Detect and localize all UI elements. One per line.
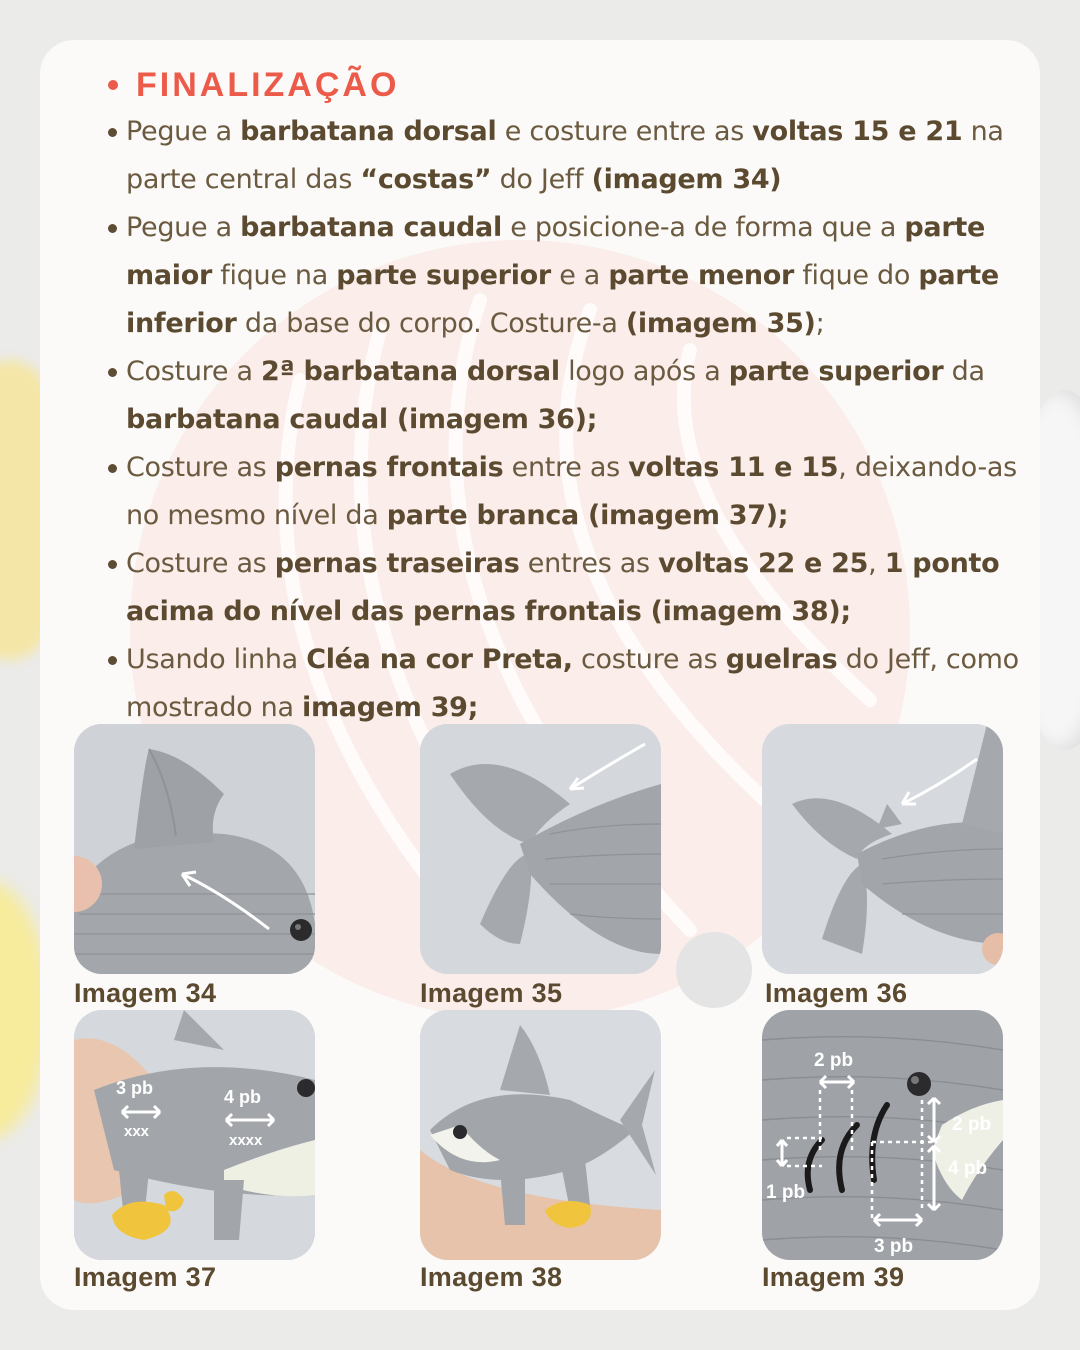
instruction-emphasis: (imagem 34) (591, 164, 782, 195)
label-2pb-top: 2 pb (814, 1050, 854, 1071)
instruction-text: Costure as (126, 452, 275, 483)
instruction-emphasis: 2ª barbatana dorsal (260, 356, 560, 387)
instruction-text: Pegue a (126, 116, 241, 147)
instruction-text: e posicione-a de forma que a (501, 212, 905, 243)
caption-imagem-38: Imagem 38 (420, 1262, 563, 1292)
bullet-dot-icon (108, 560, 117, 569)
instruction-text: e a (550, 260, 609, 291)
instruction-text: da base do corpo. Costure-a (236, 308, 626, 339)
caption-imagem-35: Imagem 35 (420, 978, 563, 1008)
section-heading (108, 64, 399, 106)
instruction-item (126, 540, 1036, 636)
caption-imagem-37: Imagem 37 (74, 1262, 217, 1292)
instruction-emphasis: 1 ponto acima do nível das pernas frontais (imagem 38); (126, 548, 1000, 627)
instruction-emphasis: (imagem 35) (625, 308, 816, 339)
instruction-text: logo após a (559, 356, 729, 387)
photo-imagem-35 (420, 724, 661, 974)
bullet-dot-icon (108, 656, 117, 665)
instruction-item (126, 108, 1036, 204)
instruction-item (126, 444, 1036, 540)
bullet-dot-icon (108, 464, 117, 473)
photo-imagem-38 (420, 1010, 661, 1260)
instruction-text: Pegue a (126, 212, 241, 243)
caption-imagem-34: Imagem 34 (74, 978, 217, 1008)
photo-imagem-37 (74, 1010, 315, 1260)
instruction-list (126, 108, 1036, 732)
instruction-emphasis: pernas traseiras (274, 548, 520, 579)
caption-imagem-36: Imagem 36 (765, 978, 908, 1008)
decorative-dot (676, 932, 752, 1008)
instruction-emphasis: parte superior (728, 356, 944, 387)
instruction-item (126, 636, 1036, 732)
label-3pb: 3 pb (874, 1236, 914, 1257)
instruction-emphasis: parte inferior (126, 260, 999, 339)
instruction-emphasis: imagem 39; (302, 692, 479, 723)
content-card (40, 40, 1040, 1310)
instruction-emphasis: barbatana dorsal (240, 116, 497, 147)
instruction-emphasis: parte menor (608, 260, 795, 291)
label-3pb: 3 pb (116, 1078, 154, 1098)
instruction-emphasis: pernas frontais (274, 452, 504, 483)
instruction-emphasis: guelras (725, 644, 838, 675)
caption-imagem-39: Imagem 39 (762, 1262, 905, 1292)
instruction-emphasis: barbatana caudal (240, 212, 502, 243)
bullet-dot-icon (108, 368, 117, 377)
instruction-text: Usando linha (126, 644, 307, 675)
instruction-text: da (943, 356, 985, 387)
heading-bullet-icon (108, 80, 118, 90)
instruction-emphasis: voltas 15 e 21 (752, 116, 963, 147)
photo-imagem-36 (762, 724, 1003, 974)
instruction-text: Costure a (126, 356, 261, 387)
instruction-text: fique do (794, 260, 919, 291)
label-4pb: 4 pb (224, 1087, 262, 1107)
instruction-text: e costure entre as (496, 116, 753, 147)
instruction-text: na parte central das (126, 116, 1004, 195)
label-xxxx: xxxx (229, 1132, 263, 1149)
instruction-text: do Jeff (491, 164, 592, 195)
instruction-text: ; (815, 308, 825, 339)
instruction-emphasis: parte branca (imagem 37); (386, 500, 789, 531)
photo-imagem-39 (762, 1010, 1003, 1260)
photo-imagem-34 (74, 724, 315, 974)
instruction-emphasis: voltas 11 e 15 (628, 452, 839, 483)
label-1pb: 1 pb (766, 1182, 806, 1203)
label-xxx: xxx (124, 1123, 150, 1140)
instruction-item (126, 348, 1036, 444)
instruction-emphasis: parte maior (126, 212, 985, 291)
instruction-text: , (868, 548, 885, 579)
instruction-emphasis: Cléa na cor Preta, (306, 644, 573, 675)
instruction-item (126, 204, 1036, 348)
instruction-emphasis: parte superior (336, 260, 551, 291)
instruction-text: Costure as (126, 548, 275, 579)
instruction-text: entres as (519, 548, 659, 579)
heading-title: FINALIZAÇÃO (136, 65, 400, 104)
instruction-text: , deixando-as no mesmo nível da (126, 452, 1017, 531)
bullet-dot-icon (108, 224, 117, 233)
label-2pb-right: 2 pb (952, 1114, 992, 1135)
instruction-emphasis: voltas 22 e 25 (658, 548, 869, 579)
instruction-emphasis: barbatana caudal (imagem 36); (126, 404, 598, 435)
bullet-dot-icon (108, 128, 117, 137)
label-4pb-right: 4 pb (948, 1158, 988, 1179)
instruction-text: costure as (572, 644, 726, 675)
instruction-text: fique na (211, 260, 337, 291)
instruction-text: entre as (503, 452, 629, 483)
instruction-emphasis: “costas” (360, 164, 492, 195)
instruction-text: do Jeff, como mostrado na (126, 644, 1019, 723)
